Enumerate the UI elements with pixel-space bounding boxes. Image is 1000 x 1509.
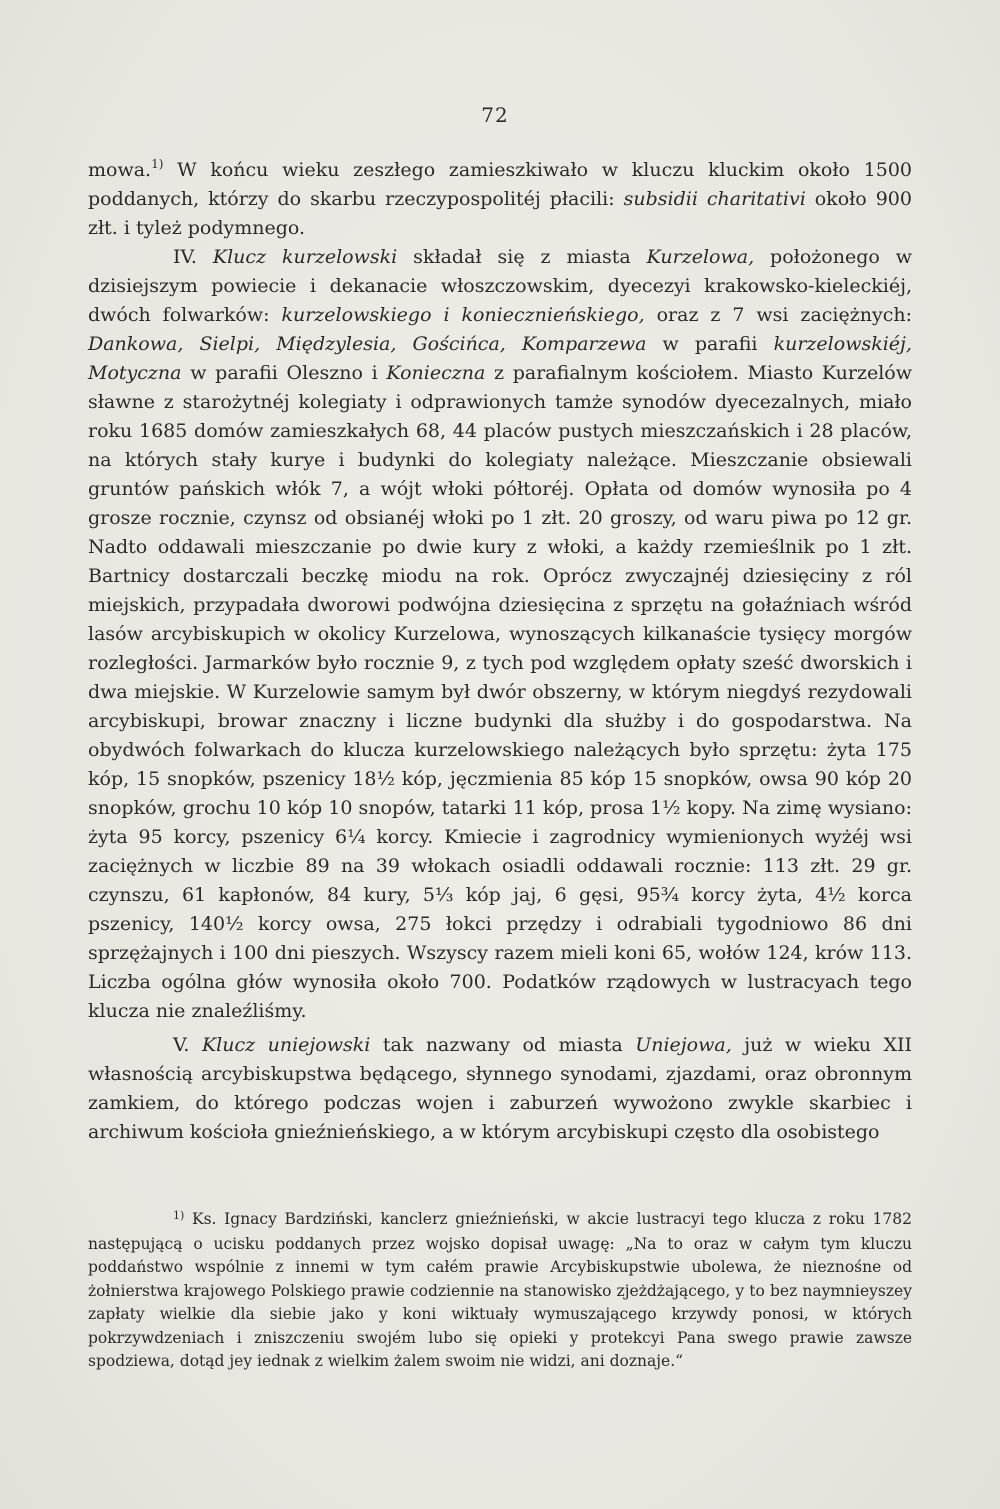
p2-italic-wsie: Dankowa, Sielpi, Międzylesia, Gościńca, Komparzewa bbox=[88, 333, 647, 355]
p1-text-b: W końcu wieku zeszłego zamieszkiwało w kluczu kluckim około 1500 poddanych, którzy do skarbu rzeczypospolitéj płacili: bbox=[88, 159, 912, 210]
p1-text-a: mowa. bbox=[88, 159, 152, 181]
p2-italic-konieczna: Konieczna bbox=[386, 362, 486, 384]
footnote-text: Ks. Ignacy Bardziński, kanclerz gnieźnieński, w akcie lustracyi tego klucza z roku 1782 następującą o ucisku poddanych przez wojsko dopisał uwagę: „Na to oraz w całym tym kluczu poddaństwo wspólnie z innemi w tym całém prawie Arcybiskupstwie ubolewa, że nieznośne od żołnierstwa krajowego Polskiego prawie codziennie na stanowisko zjeżdżającego, y to bez naymnieyszey zapłaty wielkie dla siebie jako y koni wiktuały wymuszającego krzywdy ponosi, w których pokrzywdzeniach i zniszczeniu swojém lubo się opieki y protekcyi Pana swego prawie zawsze spodziewa, dotąd jey iednak z wielkim żalem swoim nie widzi, ani doznaje.“ bbox=[88, 1210, 912, 1370]
p3-section-number: V. bbox=[173, 1034, 202, 1056]
p2-italic-klucz: Klucz kurzelowski bbox=[212, 246, 398, 268]
p2-text-i: w parafii bbox=[646, 333, 774, 355]
p3-italic-uniejowa: Uniejowa, bbox=[635, 1034, 732, 1056]
p2-text-m: z parafialnym kościołem. Miasto Kurzelów sławne z starożytnéj kolegiaty i odprawionych tamże synodów dyecezalnych, miało roku 1685 domów zamieszkałych 68, 44 placów pustych mieszczańskich i 28 placów, na których stały kurye i budynki do kolegiaty należące. Mieszczanie obsiewali gruntów pańskich włók 7, a wójt włoki półtoréj. Opłata od domów wynosiła po 4 grosze rocznie, czynsz od obsianéj włoki po 1 złt. 20 groszy, od waru piwa po 12 gr. Nadto oddawali mieszczanie po dwie kury z włoki, a każdy rzemieślnik po 1 złt. Bartnicy dostarczali beczkę miodu na rok. Oprócz zwyczajnéj dziesięciny z ról miejskich, przypadała dworowi podwójna dziesięcina z sprzętu na gołaźniach wśród lasów arcybiskupich w okolicy Kurzelowa, wynoszących kilkanaście tysięcy morgów rozległości. Jarmarków było rocznie 9, z tych pod względem opłaty sześć dworskich i dwa miejskie. W Kurzelowie samym był dwór obszerny, w którym niegdyś rezydowali arcybiskupi, browar znaczny i liczne budynki dla służby i do gospodarstwa. Na obydwóch folwarkach do klucza kurzelowskiego należących było sprzętu: żyta 175 kóp, 15 snopków, pszenicy 18½ kóp, jęczmienia 85 kóp 15 snopków, owsa 90 kóp 20 snopków, grochu 10 kóp 10 snopów, tatarki 11 kóp, prosa 1½ kopy. Na zimę wysiano: żyta 95 korcy, pszenicy 6¼ korcy. Kmiecie i zagrodnicy wymienionych wyżéj wsi zaciężnych w liczbie 89 na 39 włokach osiadli oddawali rocznie: 113 złt. 29 gr. czynszu, 61 kapłonów, 84 kury, 5⅓ kóp jaj, 6 gęsi, 95¾ korcy żyta, 4½ korca pszenicy, 140½ korcy owsa, 275 łokci przędzy i odrabiali tygodniowo 86 dni sprzężajnych i 100 dni pieszych. Wszyscy razem mieli koni 65, wołów 124, krów 113. Liczba ogólna głów wynosiła około 700. Podatków rządowych w lustracyach tego klucza nie znaleźliśmy. bbox=[88, 362, 912, 1022]
p2-text-c: składał się z miasta bbox=[397, 246, 647, 268]
p1-italic-latin: subsidii charitativi bbox=[623, 188, 806, 210]
p3-italic-klucz: Klucz uniejowski bbox=[201, 1034, 371, 1056]
p2-section-number: IV. bbox=[173, 246, 213, 268]
paragraph-1 bbox=[88, 156, 912, 243]
p2-italic-folwarki: kurzelowskiego i koniecznieńskiego, bbox=[281, 304, 645, 326]
p2-text-g: oraz z 7 wsi zaciężnych: bbox=[644, 304, 912, 326]
footnotes bbox=[88, 1208, 912, 1374]
p2-italic-kurzelowa: Kurzelowa, bbox=[646, 246, 755, 268]
page-number: 72 bbox=[481, 103, 509, 127]
p2-text-k: w parafii Oleszno i bbox=[181, 362, 387, 384]
p3-text-c: tak nazwany od miasta bbox=[370, 1034, 636, 1056]
footnote-reference: 1) bbox=[151, 156, 164, 171]
footnote-mark: 1) bbox=[173, 1209, 185, 1222]
main-text bbox=[88, 156, 912, 1147]
p2-text-e: położonego w dzisiejszym powiecie i dekanacie włoszczowskim, dyecezyi krakowsko-kieleckiéj, dwóch folwarków: bbox=[88, 246, 913, 326]
p1-text-d: około 900 złt. i tyleż podymnego. bbox=[88, 188, 912, 239]
p3-text-e: już w wieku XII własnością arcybiskupstwa będącego, słynnego synodami, zjazdami, oraz obronnym zamkiem, do którego podczas wojen i zaburzeń wywożono zwykle skarbiec i archiwum kościoła gnieźnieńskiego, a w którym arcybiskupi często dla osobistego bbox=[88, 1034, 913, 1143]
p2-italic-parafia: kurzelowskiéj, Motyczna bbox=[88, 333, 912, 384]
paragraph-section-iv bbox=[88, 243, 912, 1026]
footnote-1 bbox=[88, 1208, 912, 1374]
paragraph-section-v bbox=[88, 1031, 912, 1147]
